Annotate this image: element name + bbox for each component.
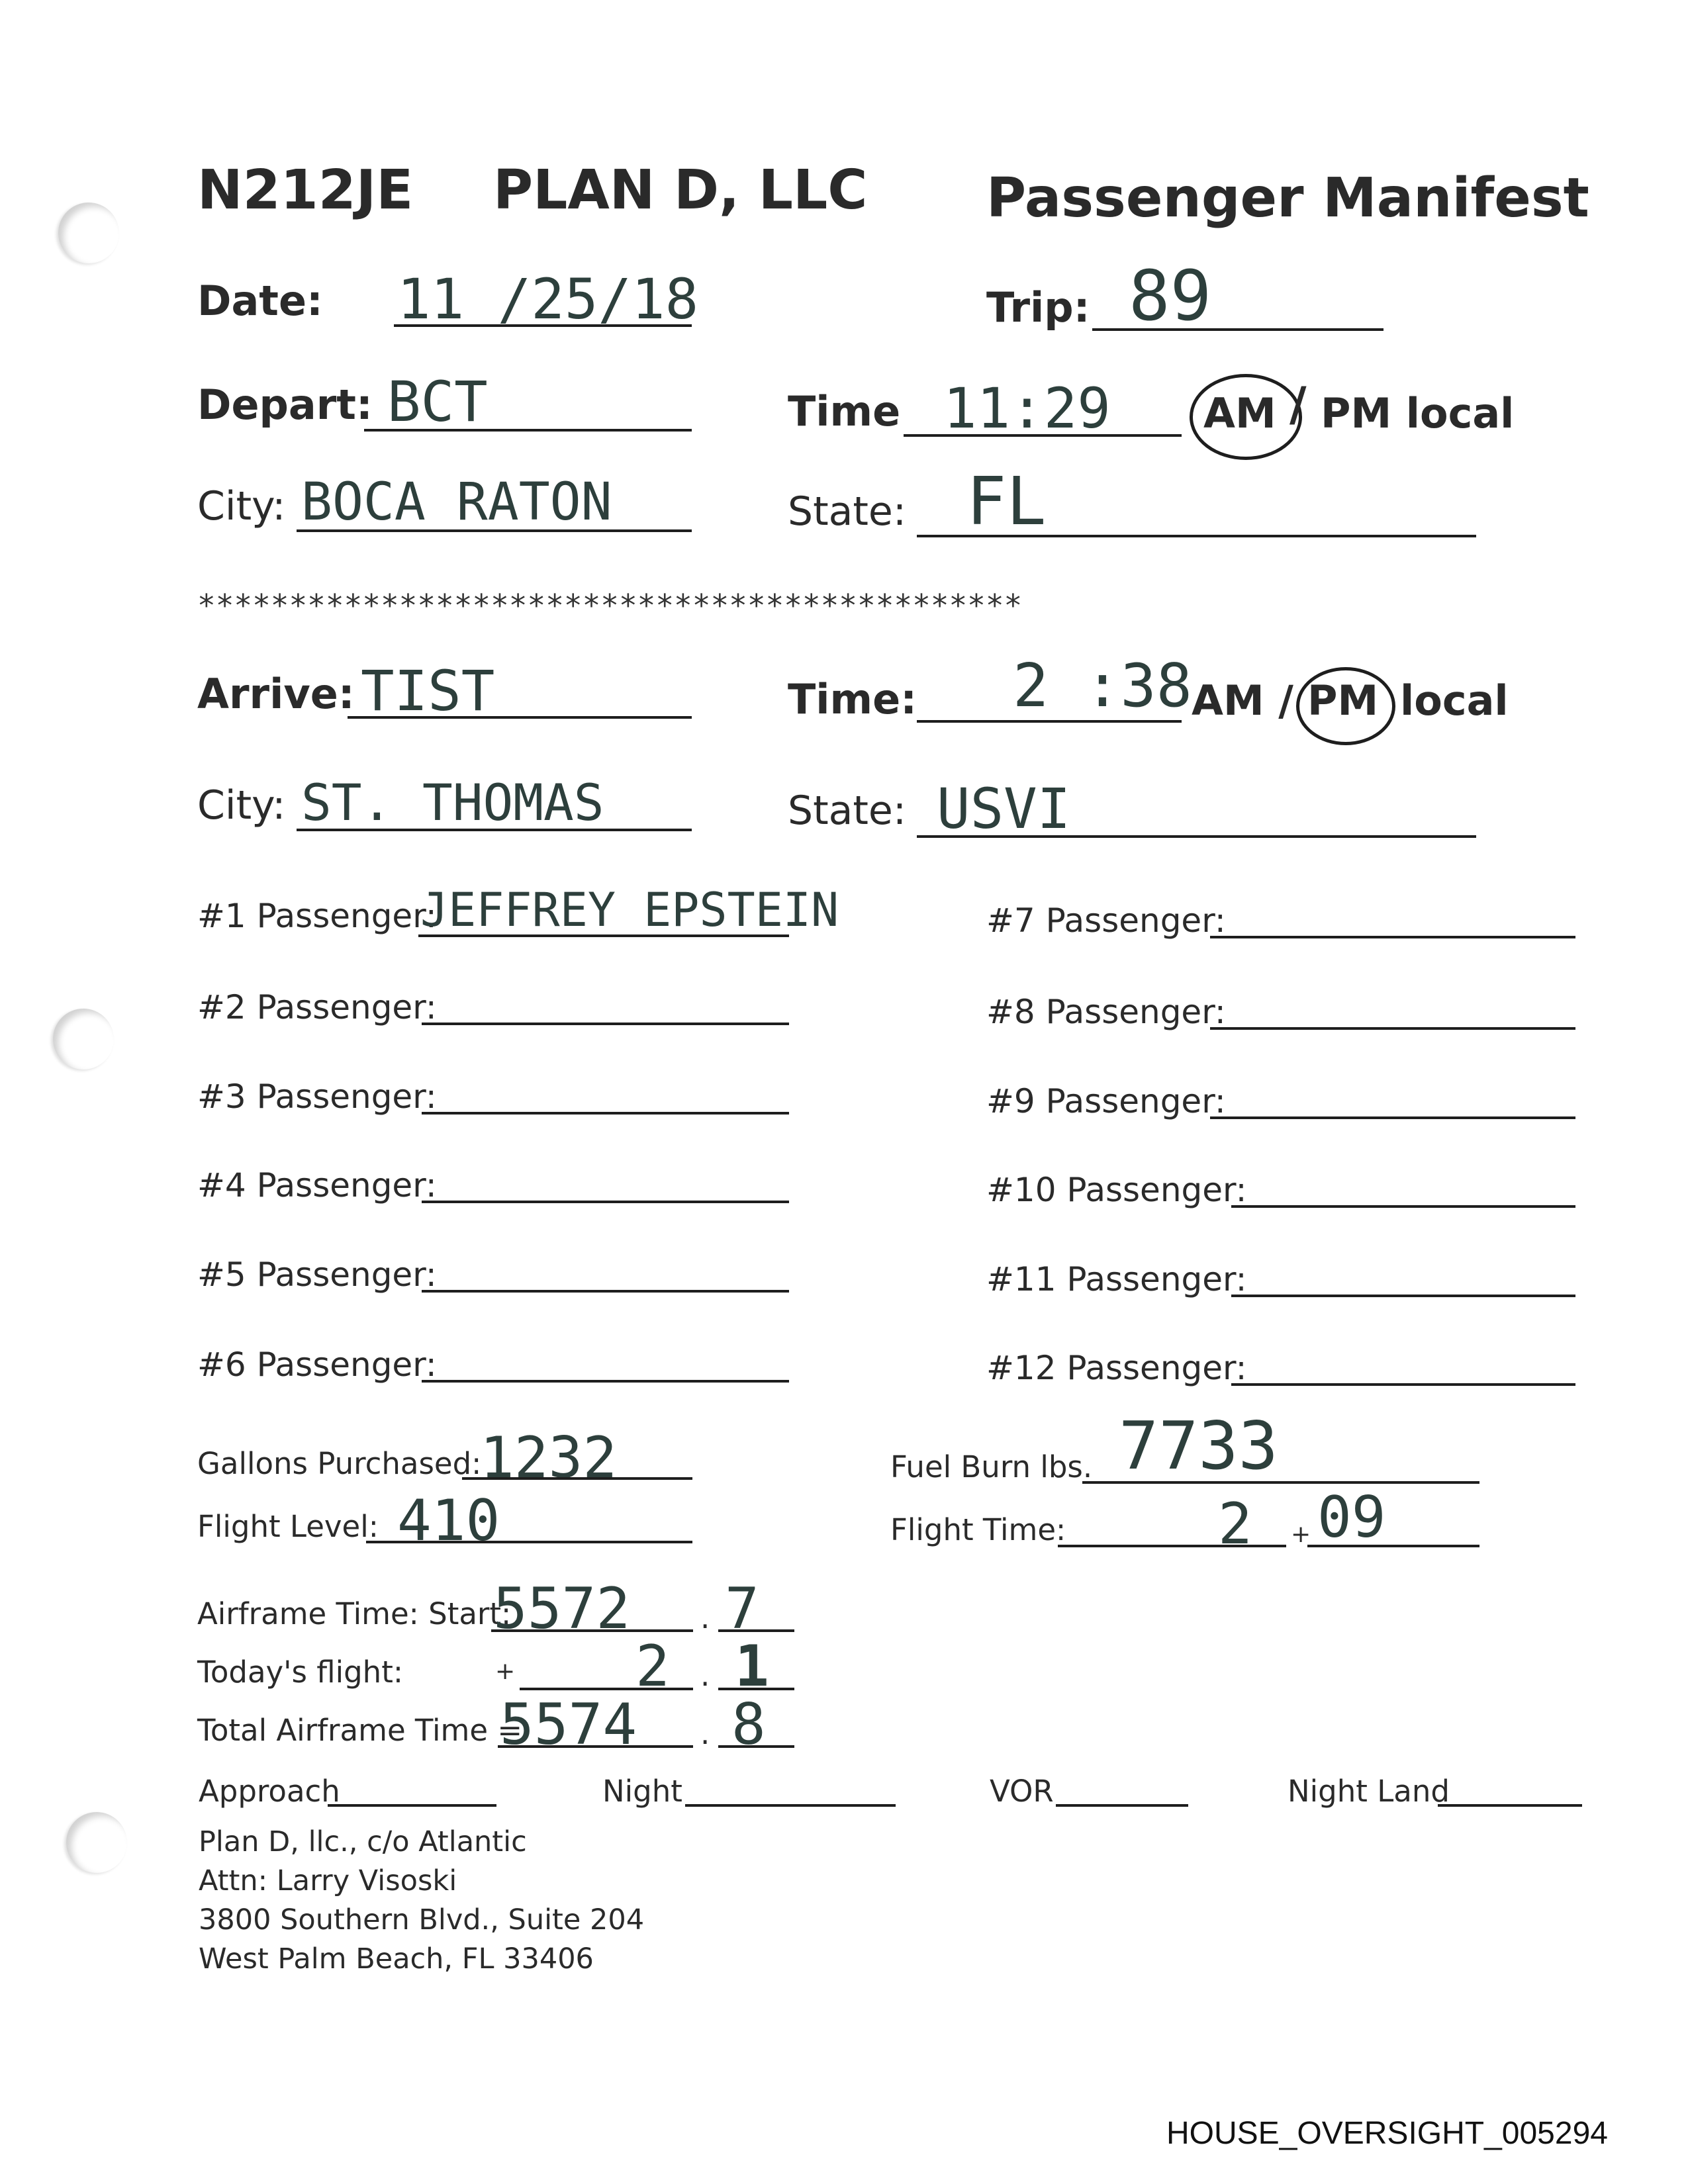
depart-state-line: [917, 535, 1476, 537]
flight-time-minutes[interactable]: 09: [1317, 1484, 1386, 1551]
passenger-11-line[interactable]: [1231, 1295, 1575, 1297]
flight-time-minutes-line: [1307, 1545, 1479, 1547]
today-flight-whole[interactable]: 2: [635, 1633, 670, 1700]
passenger-9-label: #9 Passenger:: [986, 1082, 1226, 1120]
airframe-start-whole[interactable]: 5572: [493, 1576, 631, 1642]
flight-time-plus: +: [1291, 1521, 1311, 1548]
today-flight-dot: .: [700, 1658, 710, 1693]
passenger-12-label: #12 Passenger:: [986, 1349, 1247, 1387]
date-label: Date:: [197, 277, 323, 325]
arrive-label: Arrive:: [197, 670, 355, 718]
today-flight-whole-line: [520, 1688, 693, 1690]
tail-number: N212JE: [197, 159, 414, 222]
depart-time-label: Time: [788, 387, 901, 435]
company-name: PLAN D, LLC: [493, 159, 868, 222]
address-line-4: West Palm Beach, FL 33406: [199, 1942, 594, 1976]
bates-number: HOUSE_OVERSIGHT_005294: [1166, 2116, 1608, 2151]
gallons-label: Gallons Purchased:: [197, 1446, 482, 1481]
trip-label: Trip:: [986, 283, 1090, 332]
total-airframe-whole-line: [498, 1745, 693, 1748]
passenger-12-line[interactable]: [1231, 1383, 1575, 1386]
fuel-burn-line: [1082, 1481, 1479, 1484]
arrive-local: local: [1400, 676, 1509, 725]
depart-value[interactable]: BCT: [387, 369, 488, 434]
arrive-state-line: [917, 835, 1476, 838]
arrive-line: [348, 716, 692, 719]
am-pm-slash: /: [1289, 377, 1307, 432]
approach-label: Approach: [199, 1774, 340, 1809]
passenger-10-label: #10 Passenger:: [986, 1171, 1247, 1209]
today-flight-tenth[interactable]: 1: [735, 1633, 769, 1700]
today-flight-tenth-line: [718, 1688, 794, 1690]
passenger-11-label: #11 Passenger:: [986, 1260, 1247, 1298]
passenger-1-line: [418, 934, 789, 937]
arrive-city-line: [297, 829, 692, 831]
depart-city-label: City:: [197, 483, 286, 529]
depart-state-label: State:: [788, 488, 907, 535]
airframe-start-tenth-line: [718, 1629, 794, 1632]
arrive-time-label: Time:: [788, 675, 917, 723]
total-airframe-label: Total Airframe Time =: [197, 1713, 523, 1748]
flight-level-label: Flight Level:: [197, 1509, 379, 1544]
night-land-label: Night Land: [1288, 1774, 1450, 1809]
airframe-start-tenth[interactable]: 7: [725, 1576, 759, 1642]
arrive-time-value[interactable]: 2 :38: [1013, 651, 1192, 721]
date-line: [394, 324, 692, 327]
passenger-5-label: #5 Passenger:: [197, 1255, 437, 1294]
arrive-city-value[interactable]: ST. THOMAS: [301, 773, 604, 832]
passenger-1-value[interactable]: JEFFREY EPSTEIN: [420, 883, 839, 937]
arrive-time-line: [917, 720, 1182, 723]
airframe-start-whole-line: [491, 1629, 693, 1632]
airframe-start-label: Airframe Time: Start:: [197, 1596, 512, 1631]
passenger-9-line[interactable]: [1210, 1116, 1575, 1119]
depart-time-line: [904, 434, 1182, 437]
passenger-7-label: #7 Passenger:: [986, 901, 1226, 940]
depart-label: Depart:: [197, 381, 373, 429]
passenger-2-label: #2 Passenger:: [197, 988, 437, 1026]
airframe-start-dot: .: [700, 1600, 710, 1635]
separator-stars: *********************************************: [197, 588, 1023, 623]
today-flight-label: Today's flight:: [197, 1655, 404, 1690]
flight-time-label: Flight Time:: [890, 1512, 1066, 1547]
approach-line[interactable]: [328, 1804, 496, 1807]
flight-time-hours-line: [1058, 1545, 1286, 1547]
passenger-5-line[interactable]: [422, 1290, 789, 1293]
depart-pm-local[interactable]: PM local: [1321, 389, 1515, 437]
passenger-3-line[interactable]: [422, 1112, 789, 1115]
night-line[interactable]: [685, 1804, 896, 1807]
binder-hole-middle: [53, 1009, 114, 1069]
arrive-city-label: City:: [197, 782, 286, 829]
passenger-6-label: #6 Passenger:: [197, 1345, 437, 1384]
arrive-state-label: State:: [788, 788, 907, 834]
passenger-1-label: #1 Passenger:: [197, 897, 437, 935]
flight-level-line: [366, 1541, 692, 1543]
gallons-line: [462, 1477, 692, 1480]
address-line-3: 3800 Southern Blvd., Suite 204: [199, 1903, 645, 1936]
depart-state-value[interactable]: FL: [966, 463, 1047, 540]
depart-am[interactable]: AM: [1203, 389, 1276, 437]
binder-hole-top: [58, 203, 119, 263]
passenger-6-line[interactable]: [422, 1380, 789, 1383]
arrive-value[interactable]: TIST: [361, 659, 495, 723]
fuel-burn-value[interactable]: 7733: [1119, 1407, 1278, 1484]
binder-hole-bottom: [66, 1812, 127, 1873]
depart-city-value[interactable]: BOCA RATON: [301, 473, 612, 532]
depart-city-line: [297, 529, 692, 532]
passenger-10-line[interactable]: [1231, 1205, 1575, 1208]
address-line-1: Plan D, llc., c/o Atlantic: [199, 1825, 527, 1858]
passenger-4-label: #4 Passenger:: [197, 1166, 437, 1205]
total-airframe-dot: .: [700, 1716, 710, 1751]
today-flight-plus: +: [495, 1658, 516, 1685]
vor-line[interactable]: [1056, 1804, 1188, 1807]
vor-label: VOR: [990, 1774, 1054, 1809]
depart-line: [364, 429, 692, 432]
passenger-3-label: #3 Passenger:: [197, 1077, 437, 1116]
night-label: Night: [602, 1774, 682, 1809]
date-value[interactable]: 11 /25/18: [397, 267, 699, 332]
form-title: Passenger Manifest: [986, 167, 1589, 230]
total-airframe-tenth[interactable]: 8: [731, 1692, 766, 1758]
passenger-4-line[interactable]: [422, 1201, 789, 1203]
arrive-state-value[interactable]: USVI: [937, 776, 1071, 841]
gallons-value[interactable]: 1232: [480, 1425, 618, 1491]
depart-time-value[interactable]: 11:29: [943, 376, 1111, 441]
passenger-8-label: #8 Passenger:: [986, 993, 1226, 1031]
passenger-7-line[interactable]: [1210, 936, 1575, 938]
flight-time-hours[interactable]: 2: [1218, 1491, 1252, 1557]
total-airframe-whole[interactable]: 5574: [500, 1692, 637, 1758]
flight-level-value[interactable]: 410: [397, 1488, 500, 1554]
arrive-pm[interactable]: PM: [1307, 676, 1379, 725]
fuel-burn-label: Fuel Burn lbs.: [890, 1449, 1093, 1484]
address-line-2: Attn: Larry Visoski: [199, 1864, 457, 1897]
passenger-8-line[interactable]: [1210, 1027, 1575, 1030]
total-airframe-tenth-line: [718, 1745, 794, 1748]
trip-line: [1092, 328, 1383, 331]
passenger-2-line[interactable]: [422, 1023, 789, 1025]
night-land-line[interactable]: [1438, 1804, 1582, 1807]
trip-value[interactable]: 89: [1129, 255, 1212, 336]
arrive-am[interactable]: AM /: [1192, 676, 1293, 725]
